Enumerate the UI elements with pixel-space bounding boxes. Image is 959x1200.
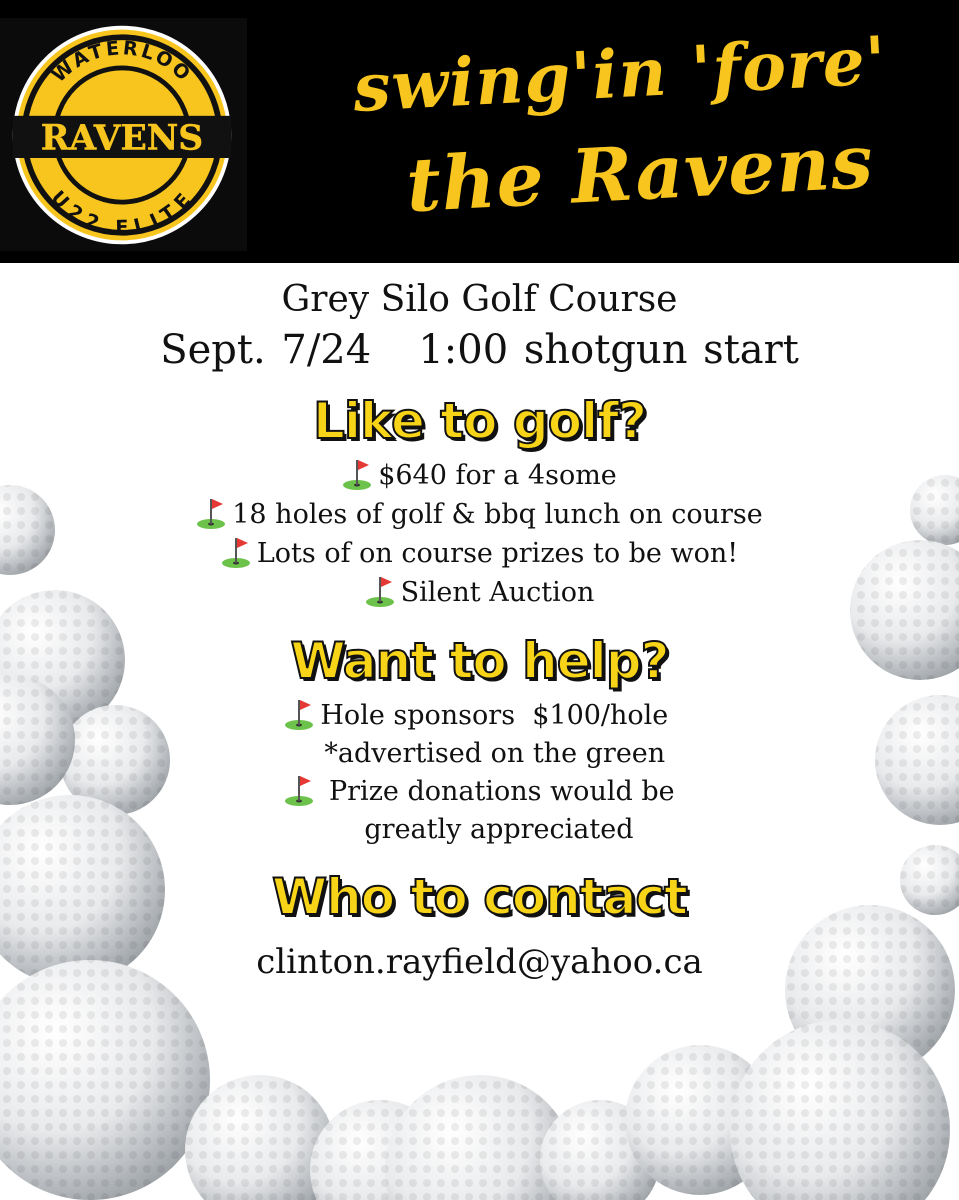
contact-email[interactable]: clinton.rayfield@yahoo.ca: [256, 942, 703, 982]
contact-section-title: Who to contact: [272, 868, 687, 926]
headline: [300, 21, 940, 230]
list-item: [0, 534, 959, 573]
golf-flag-icon: [284, 774, 314, 806]
help-items: [0, 696, 959, 848]
header-band: [0, 0, 959, 263]
golf-flag-icon: [284, 698, 314, 730]
golf-flag-icon: [365, 575, 395, 607]
golf-item-text: $640 for a 4some: [378, 460, 617, 491]
help-item-1: [284, 696, 674, 735]
golf-items-list: [0, 456, 959, 612]
golf-section-title: Like to golf?: [313, 392, 646, 450]
logo-bottom-text: U22 ELITE: [46, 185, 198, 239]
help-item-text: Prize donations would be: [328, 776, 675, 807]
golf-item-text: Lots of on course prizes to be won!: [256, 538, 739, 569]
golf-flag-icon: [196, 497, 226, 529]
event-date-time: Sept. 7/24 1:00 shotgun start: [160, 327, 799, 373]
flyer-content: [0, 270, 959, 984]
list-item: [0, 495, 959, 534]
list-item: [0, 573, 959, 612]
logo-center-text: RAVENS: [40, 118, 204, 159]
golf-item-text: Silent Auction: [400, 577, 595, 608]
help-item-note: *advertised on the green: [324, 738, 666, 769]
golf-flag-icon: [221, 536, 251, 568]
headline-line-1: swing'in 'fore': [351, 21, 889, 127]
golf-item-text: 18 holes of golf & bbq lunch on course: [232, 499, 763, 530]
headline-line-2: the Ravens: [404, 118, 876, 230]
logo-panel: [0, 18, 247, 251]
help-item-text: Hole sponsors $100/hole: [320, 700, 669, 731]
help-item-2: [284, 772, 674, 811]
help-item-note: greatly appreciated: [364, 814, 634, 845]
help-section-title: Want to help?: [290, 632, 669, 690]
logo-top-text: WATERLOO: [47, 36, 197, 88]
golf-flag-icon: [342, 458, 372, 490]
list-item: [0, 456, 959, 495]
ravens-logo: [2, 20, 242, 260]
venue-name: Grey Silo Golf Course: [281, 279, 678, 320]
